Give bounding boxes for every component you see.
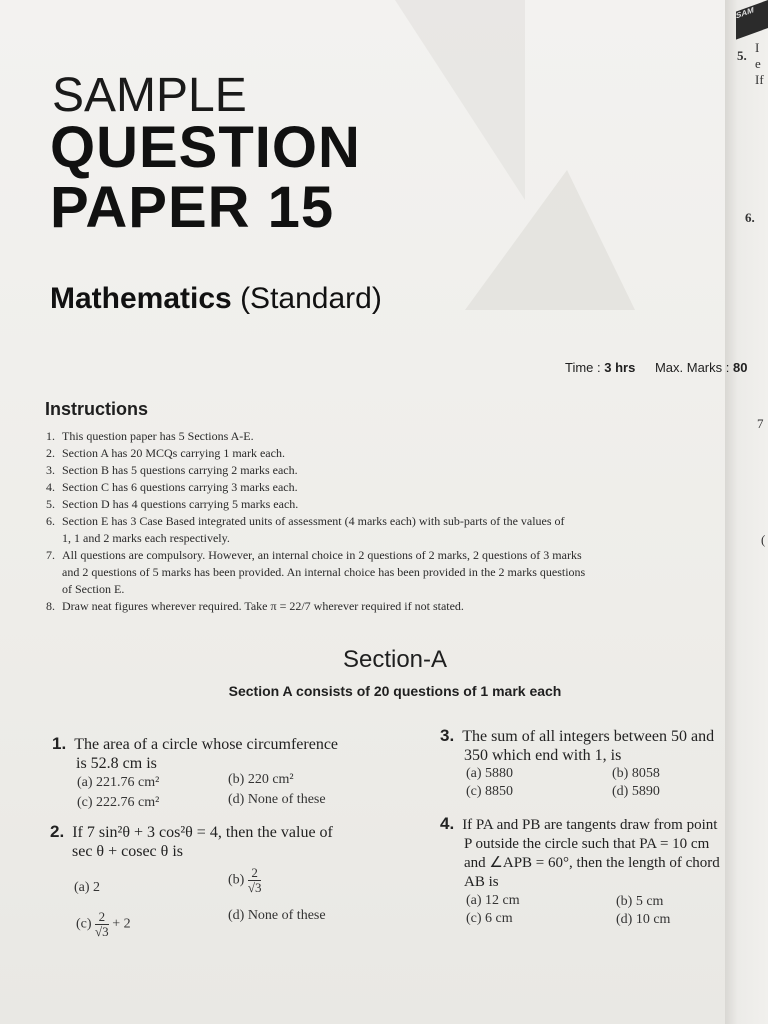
item-text: Section A has 20 MCQs carrying 1 mark each.	[62, 446, 285, 460]
option-suffix: + 2	[112, 916, 131, 932]
instruction-item	[46, 428, 726, 445]
instructions-list	[46, 428, 726, 615]
question-text: and ∠APB = 60°, then the length of chord	[464, 855, 720, 871]
gutter-text: I	[755, 40, 760, 55]
option-d: (d) 5890	[612, 784, 660, 799]
item-text: Section B has 5 questions carrying 2 marks each.	[62, 463, 298, 477]
item-text: Section E has 3 Case Based integrated units of assessment (4 marks each) with sub-parts of the values of	[62, 514, 565, 528]
gutter-text: 5.	[737, 48, 747, 63]
gutter-text: If	[755, 72, 764, 87]
question-text: If PA and PB are tangents draw from point	[462, 817, 718, 833]
fraction	[248, 866, 262, 895]
numerator: 2	[98, 909, 106, 924]
option-b: (b) 220 cm²	[228, 772, 294, 787]
instruction-item	[46, 547, 726, 598]
option-b	[228, 866, 261, 895]
option-c	[76, 910, 131, 939]
section-subheading: Section A consists of 20 questions of 1 mark each	[228, 683, 562, 699]
gutter-text: 6.	[745, 210, 755, 225]
option-prefix: (c)	[76, 916, 92, 932]
option-b: (b) 8058	[612, 766, 660, 781]
option-c: (c) 8850	[466, 784, 514, 799]
title-line: QUESTION	[50, 115, 361, 180]
item-number: 2.	[46, 446, 55, 460]
gutter-text: 7	[757, 416, 764, 431]
item-number: 6.	[46, 514, 55, 528]
option-d: (d) None of these	[228, 792, 326, 807]
question-number: 2.	[50, 822, 65, 841]
denominator: √3	[95, 924, 109, 939]
section-heading: Section-A	[342, 646, 448, 673]
subject-level: (Standard)	[231, 282, 382, 315]
item-text-continued: and 2 questions of 5 marks has been provided. An internal choice has been provided in the 2 marks questions	[62, 565, 586, 579]
question-2	[50, 822, 400, 861]
question-1	[52, 734, 392, 773]
question-text: The sum of all integers between 50 and	[462, 728, 715, 745]
question-4	[440, 814, 760, 892]
item-text: Section C has 6 questions carrying 3 marks each.	[62, 480, 298, 494]
question-text: sec θ + cosec θ is	[72, 843, 183, 860]
option-a: (a) 12 cm	[466, 893, 520, 908]
item-text: This question paper has 5 Sections A-E.	[62, 429, 254, 443]
marks-value: 80	[732, 360, 748, 375]
question-number: 1.	[52, 734, 67, 753]
title-line: PAPER 15	[50, 175, 335, 240]
item-text-continued: of Section E.	[62, 582, 125, 596]
denominator: √3	[247, 880, 262, 895]
instructions-title: Instructions	[45, 399, 149, 419]
instruction-item	[46, 479, 726, 496]
time-marks-info	[565, 360, 747, 375]
gutter-text: e	[755, 56, 761, 71]
instruction-item	[46, 598, 726, 615]
fraction	[95, 910, 109, 939]
option-c: (c) 6 cm	[466, 911, 513, 926]
question-3	[440, 726, 760, 765]
question-text: 350 which end with 1, is	[464, 747, 622, 764]
question-text: The area of a circle whose circumference	[74, 736, 339, 753]
question-number: 4.	[440, 814, 455, 833]
marks-label: Max. Marks :	[654, 360, 733, 375]
title-sample: SAMPLE	[52, 69, 247, 122]
item-text-continued: 1, 1 and 2 marks each respectively.	[62, 531, 230, 545]
subject-title	[50, 282, 382, 316]
item-number: 1.	[46, 429, 55, 443]
item-text: All questions are compulsory. However, an internal choice in 2 questions of 2 marks, 2 questions of 3 marks	[62, 548, 582, 562]
gutter-text: (	[761, 532, 766, 547]
option-b: (b) 5 cm	[616, 894, 664, 909]
option-prefix: (b)	[228, 872, 245, 888]
option-a: (a) 2	[74, 880, 101, 895]
item-number: 8.	[46, 599, 55, 613]
instruction-item	[46, 445, 726, 462]
instruction-item	[46, 513, 726, 547]
instruction-item	[46, 496, 726, 513]
option-c: (c) 222.76 cm²	[77, 795, 160, 810]
instruction-item	[46, 462, 726, 479]
question-text: If 7 sin²θ + 3 cos²θ = 4, then the value of	[72, 824, 333, 841]
numerator: 2	[251, 865, 258, 880]
decorative-triangle	[395, 0, 525, 200]
item-text: Section D has 4 questions carrying 5 marks each.	[62, 497, 299, 511]
option-d: (d) 10 cm	[616, 912, 671, 927]
item-number: 5.	[46, 497, 55, 511]
gutter-tab: SAM	[736, 0, 768, 40]
question-text: is 52.8 cm is	[76, 755, 157, 772]
option-d: (d) None of these	[228, 908, 326, 923]
item-number: 7.	[46, 548, 55, 562]
item-number: 3.	[46, 463, 55, 477]
time-value: 3 hrs	[604, 360, 636, 375]
item-text: Draw neat figures wherever required. Take π = 22/7 wherever required if not stated.	[62, 599, 464, 613]
page-title	[50, 115, 361, 240]
question-number: 3.	[440, 726, 455, 745]
time-label: Time :	[565, 360, 605, 375]
subject-name: Mathematics	[50, 282, 232, 315]
option-a: (a) 5880	[466, 766, 514, 781]
item-number: 4.	[46, 480, 55, 494]
question-text: AB is	[464, 874, 499, 890]
question-text: P outside the circle such that PA = 10 cm	[464, 836, 710, 852]
option-a: (a) 221.76 cm²	[77, 775, 160, 790]
